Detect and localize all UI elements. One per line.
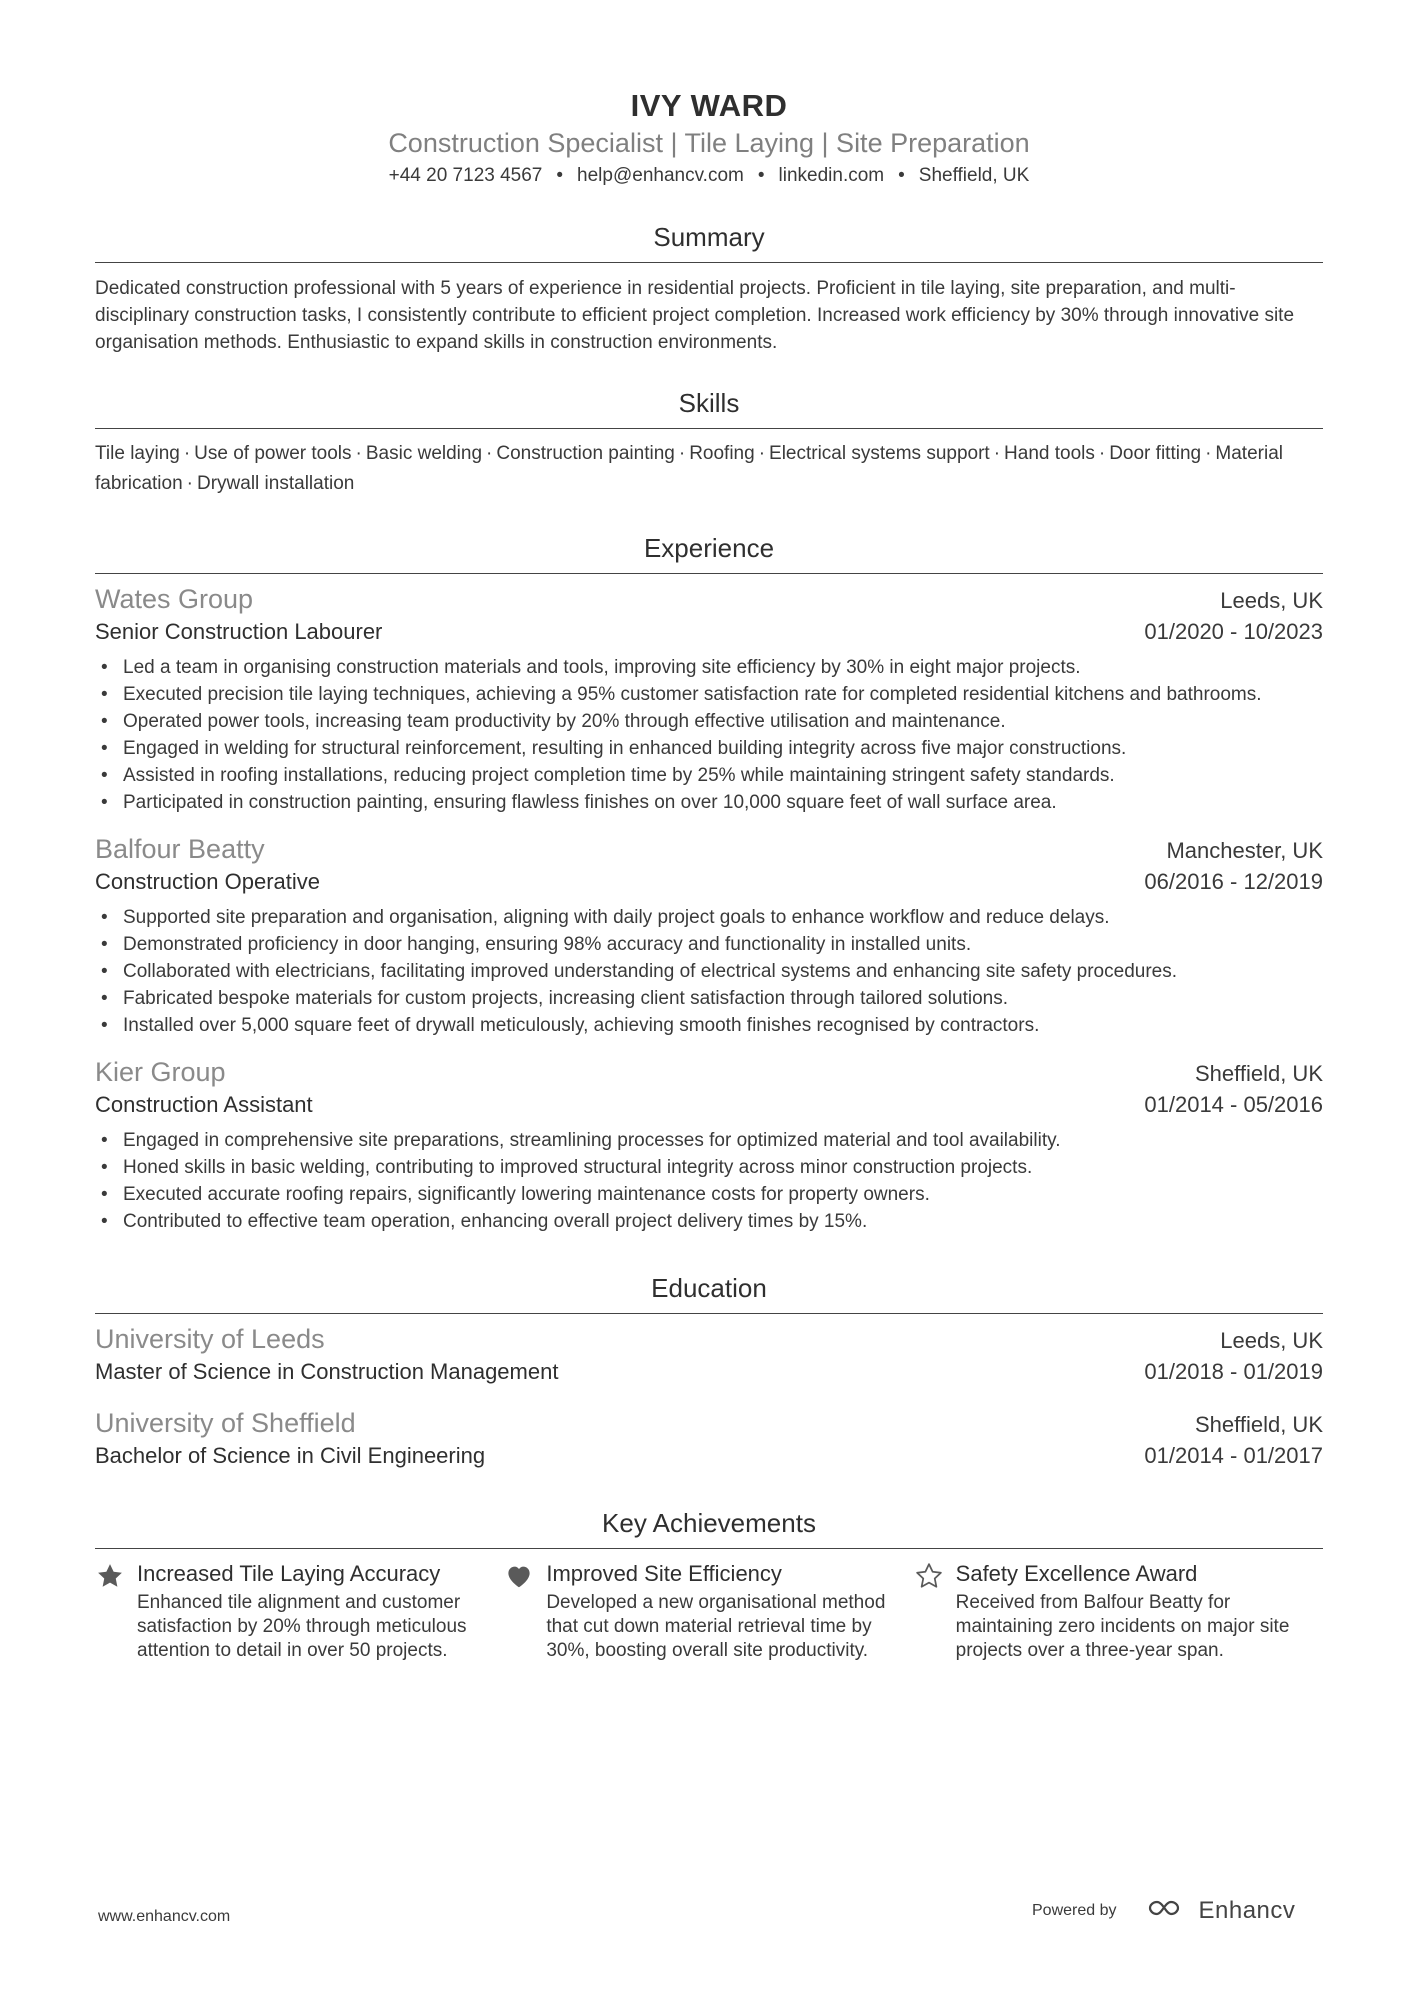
list-item: • Demonstrated proficiency in door hanging, ensuring 98% accuracy and functionality in installed units. xyxy=(95,931,1323,958)
footer-branding xyxy=(1032,1896,1295,1925)
skill-item: Use of power tools xyxy=(194,443,352,464)
school-location: Sheffield, UK xyxy=(1194,1412,1323,1437)
achievements-section xyxy=(95,1506,1323,1663)
school-location: Leeds, UK xyxy=(1220,1328,1323,1353)
enhancv-logo-icon xyxy=(1143,1896,1189,1925)
list-item: • Executed accurate roofing repairs, significantly lowering maintenance costs for property owners. xyxy=(95,1181,1323,1208)
list-item: • Engaged in welding for structural reinforcement, resulting in enhanced building integrity across five major constructions. xyxy=(95,735,1323,762)
resume-header xyxy=(95,0,1323,190)
experience-entry xyxy=(95,832,1323,1039)
education-entry xyxy=(95,1322,1323,1388)
skill-item: Door fitting xyxy=(1109,443,1202,464)
achievement-item xyxy=(95,1559,504,1663)
contact-line xyxy=(95,162,1323,190)
contact-email[interactable]: help@enhancv.com xyxy=(577,165,744,186)
job-location: Manchester, UK xyxy=(1166,838,1323,863)
skill-item: Basic welding xyxy=(365,443,483,464)
list-item: • Participated in construction painting, ensuring flawless finishes on over 10,000 square feet of wall surface area. xyxy=(95,789,1323,816)
achievements-heading: Key Achievements xyxy=(602,1508,816,1538)
skill-item: Hand tools xyxy=(1004,443,1095,464)
degree-name: Bachelor of Science in Civil Engineering xyxy=(95,1443,486,1468)
list-item: • Contributed to effective team operation, enhancing overall project delivery times by 15%. xyxy=(95,1208,1323,1235)
education-dates: 01/2014 - 01/2017 xyxy=(1144,1443,1323,1468)
school-name: University of Sheffield xyxy=(95,1408,356,1438)
company-name: Kier Group xyxy=(95,1057,226,1087)
candidate-title: Construction Specialist | Tile Laying | Site Preparation xyxy=(388,128,1030,158)
skill-separator: · xyxy=(758,443,766,464)
achievement-title: Improved Site Efficiency xyxy=(546,1561,782,1586)
bullet-separator: • xyxy=(556,165,564,186)
achievement-title: Increased Tile Laying Accuracy xyxy=(137,1561,441,1586)
candidate-name: IVY WARD xyxy=(630,88,788,123)
job-role: Senior Construction Labourer xyxy=(95,619,383,644)
achievement-title: Safety Excellence Award xyxy=(955,1561,1198,1586)
section-divider xyxy=(95,1548,1323,1549)
job-bullets xyxy=(95,1127,1323,1235)
skills-list xyxy=(95,439,1323,499)
skills-heading: Skills xyxy=(678,388,740,418)
education-dates: 01/2018 - 01/2019 xyxy=(1144,1359,1323,1384)
contact-linkedin[interactable]: linkedin.com xyxy=(778,165,885,186)
skill-item: Electrical systems support xyxy=(769,443,990,464)
list-item: • Led a team in organising construction materials and tools, improving site efficiency by 30% in eight major projects. xyxy=(95,654,1323,681)
powered-by-label: Powered by xyxy=(1032,1901,1117,1919)
summary-section xyxy=(95,220,1323,356)
footer-website[interactable]: www.enhancv.com xyxy=(98,1908,231,1925)
list-item: • Assisted in roofing installations, reducing project completion time by 25% while maintaining stringent safety standards. xyxy=(95,762,1323,789)
section-divider xyxy=(95,262,1323,263)
list-item: • Engaged in comprehensive site preparations, streamlining processes for optimized material and tool availability. xyxy=(95,1127,1323,1154)
degree-name: Master of Science in Construction Management xyxy=(95,1359,559,1384)
summary-heading: Summary xyxy=(653,222,765,252)
job-bullets xyxy=(95,654,1323,816)
company-name: Balfour Beatty xyxy=(95,834,265,864)
skill-separator: · xyxy=(993,443,1001,464)
contact-phone: +44 20 7123 4567 xyxy=(388,165,543,186)
section-divider xyxy=(95,428,1323,429)
school-name: University of Leeds xyxy=(95,1324,325,1354)
job-role: Construction Operative xyxy=(95,869,320,894)
job-dates: 01/2020 - 10/2023 xyxy=(1144,619,1323,644)
section-divider xyxy=(95,1313,1323,1314)
education-section xyxy=(95,1271,1323,1472)
skills-section xyxy=(95,386,1323,499)
contact-location: Sheffield, UK xyxy=(918,165,1030,186)
experience-heading: Experience xyxy=(643,533,775,563)
list-item: • Executed precision tile laying techniques, achieving a 95% customer satisfaction rate for completed residential kitchens and bathrooms. xyxy=(95,681,1323,708)
skill-item: Construction painting xyxy=(496,443,675,464)
experience-entry xyxy=(95,582,1323,816)
achievement-description: Enhanced tile alignment and customer satisfaction by 20% through meticulous attention to detail in over 50 projects. xyxy=(137,1592,467,1661)
skill-separator: · xyxy=(678,443,686,464)
list-item: • Collaborated with electricians, facilitating improved understanding of electrical systems and enhancing site safety procedures. xyxy=(95,958,1323,985)
job-role: Construction Assistant xyxy=(95,1092,313,1117)
bullet-separator: • xyxy=(898,165,905,186)
skill-item: Drywall installation xyxy=(197,473,355,494)
experience-entry xyxy=(95,1055,1323,1235)
achievement-description: Received from Balfour Beatty for maintaining zero incidents on major site projects over a three-year span. xyxy=(955,1592,1290,1661)
education-entry xyxy=(95,1406,1323,1472)
list-item: • Honed skills in basic welding, contributing to improved structural integrity across minor construction projects. xyxy=(95,1154,1323,1181)
skill-item: Material fabrication xyxy=(95,443,1283,494)
skill-separator: · xyxy=(1098,443,1106,464)
experience-section xyxy=(95,531,1323,1235)
skill-separator: · xyxy=(186,473,193,494)
skill-item: Tile laying xyxy=(95,443,180,464)
list-item: • Operated power tools, increasing team productivity by 20% through effective utilisation and maintenance. xyxy=(95,708,1323,735)
job-location: Sheffield, UK xyxy=(1194,1061,1323,1086)
section-divider xyxy=(95,573,1323,574)
job-dates: 06/2016 - 12/2019 xyxy=(1144,869,1323,894)
job-location: Leeds, UK xyxy=(1220,588,1323,613)
skill-separator: · xyxy=(486,443,493,464)
resume-page xyxy=(95,0,1323,1995)
skill-item: Roofing xyxy=(689,443,755,464)
star-outline-icon xyxy=(914,1559,956,1663)
heart-icon xyxy=(504,1559,546,1663)
skill-separator: · xyxy=(355,443,362,464)
brand-name[interactable]: Enhancv xyxy=(1198,1896,1296,1924)
list-item: • Fabricated bespoke materials for custom projects, increasing client satisfaction through tailored solutions. xyxy=(95,985,1323,1012)
list-item: • Supported site preparation and organisation, aligning with daily project goals to enhance workflow and reduce delays. xyxy=(95,904,1323,931)
job-bullets xyxy=(95,904,1323,1039)
achievement-item xyxy=(504,1559,913,1663)
skill-separator: · xyxy=(183,443,191,464)
achievement-description: Developed a new organisational method that cut down material retrieval time by 30%, boosting overall site productivity. xyxy=(546,1592,886,1661)
star-filled-icon xyxy=(95,1559,137,1663)
job-dates: 01/2014 - 05/2016 xyxy=(1144,1092,1323,1117)
list-item: • Installed over 5,000 square feet of drywall meticulously, achieving smooth finishes recognised by contractors. xyxy=(95,1012,1323,1039)
achievement-item xyxy=(914,1559,1323,1663)
bullet-separator: • xyxy=(757,165,765,186)
skill-separator: · xyxy=(1205,443,1212,464)
summary-text: Dedicated construction professional with 5 years of experience in residential projects. Proficient in tile laying, site preparation, and multi-disciplinary construction tasks, I consistently contribute to efficient project completion. Increased work efficiency by 30% through innovative site organisation methods. Enthusiastic to expand skills in construction environments. xyxy=(95,278,1295,353)
company-name: Wates Group xyxy=(95,584,254,614)
education-heading: Education xyxy=(651,1273,767,1303)
